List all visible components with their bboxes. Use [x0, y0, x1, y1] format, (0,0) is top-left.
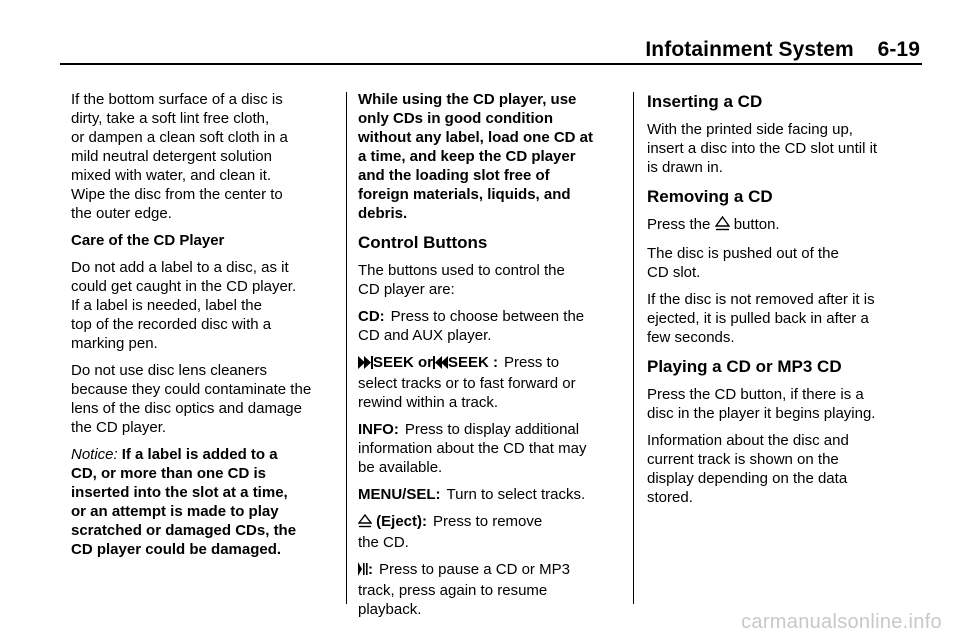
eject-text: Press to remove the CD. — [358, 513, 543, 551]
cd-text: Press to choose between the CD and AUX player. — [358, 308, 585, 344]
eject-item — [358, 512, 620, 552]
notice-label: Notice: — [71, 446, 118, 463]
eject-label: (Eject): — [376, 513, 428, 530]
play-pause-label: : — [368, 561, 373, 578]
info-text: Press to display additional information about the CD that may be available. — [358, 421, 587, 476]
seek-next-label: SEEK or — [373, 354, 434, 371]
menu-sel-item — [358, 485, 620, 504]
column-divider-1 — [346, 92, 347, 604]
page-number: 6-19 — [877, 38, 920, 61]
watermark: carmanualsonline.info — [741, 611, 942, 633]
cd-button-item — [358, 307, 620, 345]
section-title: Infotainment System — [645, 38, 854, 61]
label-paragraph: Do not add a label to a disc, as it could get caught in the CD player. If a label is needed, label the top of the recorded disc with a marking pen. — [71, 259, 297, 352]
column-divider-2 — [633, 92, 634, 604]
info-button-item — [358, 420, 620, 477]
play-pause-item — [358, 560, 620, 619]
info-label: INFO: — [358, 421, 399, 438]
play-pause-text: Press to pause a CD or MP3 track, press again to resume playback. — [358, 561, 570, 618]
care-heading: Care of the CD Player — [71, 232, 225, 249]
menu-sel-text: Turn to select tracks. — [446, 486, 586, 503]
cd-warning-paragraph: While using the CD player, use only CDs in good condition without any label, load one CD at a time, and keep the CD player and the loading slot free of foreign materials, liquids, and debris. — [358, 91, 594, 222]
playing-heading: Playing a CD or MP3 CD — [647, 357, 842, 376]
remove-instruction — [647, 215, 915, 236]
lens-cleaner-paragraph: Do not use disc lens cleaners because they could contaminate the lens of the disc optics and damage the CD player. — [71, 362, 312, 436]
seek-text: Press to select tracks or to fast forward or rewind within a track. — [358, 354, 576, 411]
pushed-out-text: The disc is pushed out of the CD slot. — [647, 245, 839, 281]
cd-label: CD: — [358, 308, 385, 325]
column-3 — [647, 90, 915, 515]
page-header — [645, 38, 920, 62]
header-rule — [60, 63, 922, 65]
removing-heading: Removing a CD — [647, 187, 773, 206]
display-info-text: Information about the disc and current track is shown on the display depending on the data stored. — [647, 432, 849, 506]
seek-previous-icon — [433, 355, 448, 374]
seek-next-icon — [358, 355, 373, 374]
control-buttons-heading: Control Buttons — [358, 233, 488, 252]
eject-icon — [358, 514, 372, 533]
play-pause-icon — [358, 562, 368, 581]
seek-item — [358, 353, 620, 412]
notice-text: If a label is added to a CD, or more than one CD is inserted into the slot at a time, or an attempt is made to play scratched or damaged CDs, the CD player could be damaged. — [71, 446, 297, 558]
column-2 — [358, 90, 620, 627]
inserting-text: With the printed side facing up, insert a disc into the CD slot until it is drawn in. — [647, 121, 878, 176]
control-intro: The buttons used to control the CD player are: — [358, 262, 565, 298]
menu-sel-label: MENU/SEL: — [358, 486, 441, 503]
disc-cleaning-paragraph: If the bottom surface of a disc is dirty, take a soft lint free cloth, or dampen a clean soft cloth in a mild neutral detergent solution mixed with water, and clean it. Wipe the disc from the center to the outer edge. — [71, 91, 288, 222]
eject-icon — [715, 216, 730, 236]
seek-previous-label: SEEK : — [448, 354, 499, 371]
not-removed-text: If the disc is not removed after it is ejected, it is pulled back in after a few seconds. — [647, 291, 875, 346]
playing-text: Press the CD button, if there is a disc in the player it begins playing. — [647, 386, 876, 422]
inserting-heading: Inserting a CD — [647, 92, 763, 111]
column-1 — [71, 90, 329, 567]
press-the-text: Press the — [647, 216, 711, 233]
notice-paragraph — [71, 445, 329, 559]
button-word: button. — [733, 216, 780, 233]
